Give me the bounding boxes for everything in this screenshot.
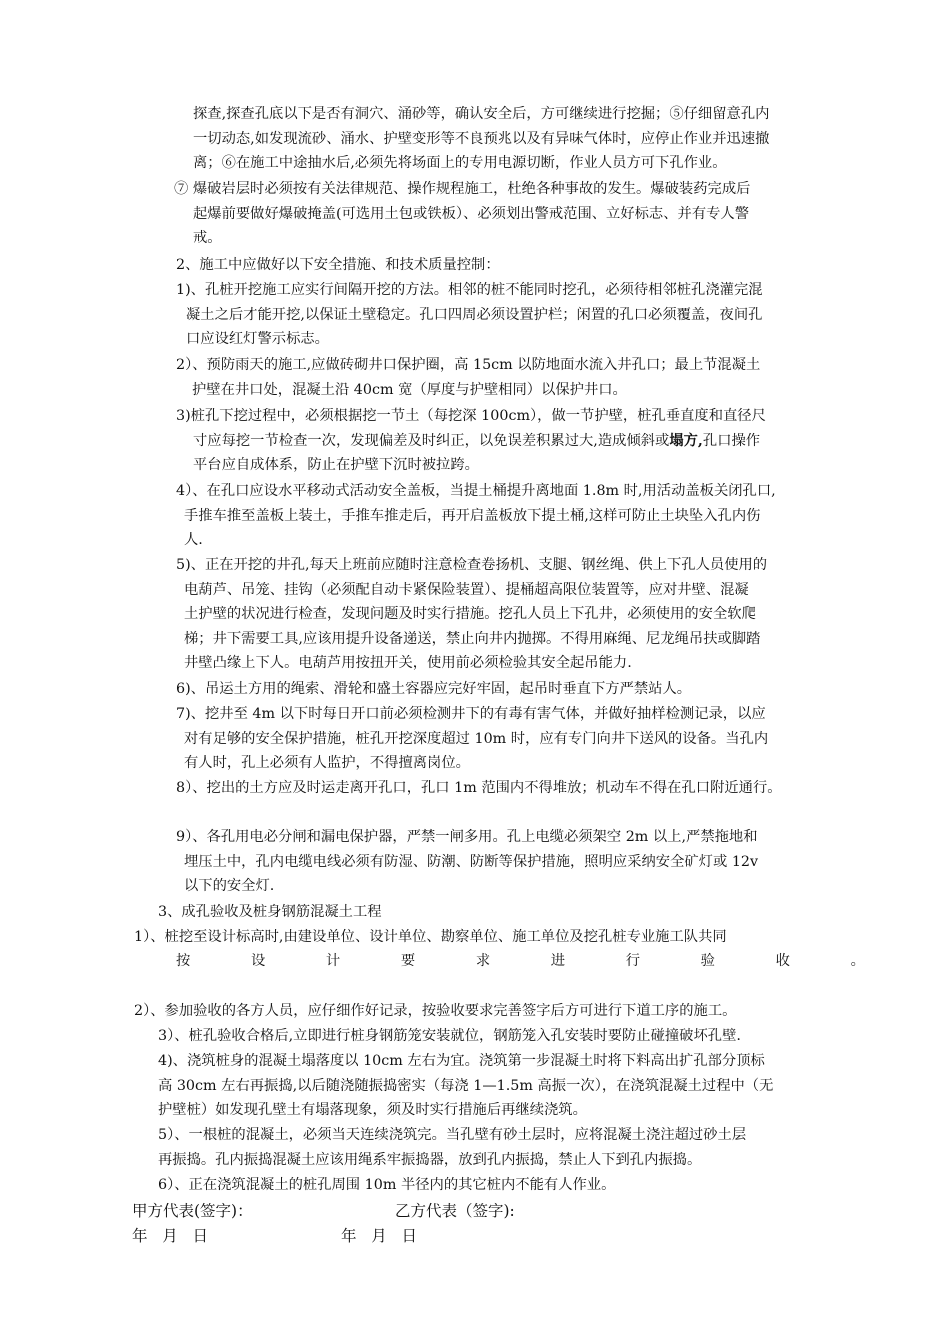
text-line: 5)、正在开挖的井孔,每天上班前应随时注意检查卷扬机、支腿、钢丝绳、供上下孔人员使用的: [176, 557, 768, 573]
text-line: 以下的安全灯.: [184, 878, 275, 894]
item-2-4: [176, 479, 776, 553]
text-line: 高 30cm 左右再振捣,以后随浇随振捣密实（每浇 1—1.5m 高振一次），在浇筑混凝土过程中（无: [158, 1077, 774, 1094]
item-3-1-spread-line: [176, 949, 865, 974]
text-segment: 孔口操作: [702, 432, 761, 449]
item-3-4: [158, 1049, 773, 1123]
text-line: 护壁在井口处，混凝土沿 40cm 宽（厚度与护壁相同）以保护井口。: [192, 381, 627, 398]
paragraph-inspection-continued: [193, 102, 769, 176]
spread-char: 。: [850, 953, 865, 969]
text-line: 离；⑥在施工中途抽水后,必须先将场面上的专用电源切断，作业人员方可下孔作业。: [193, 155, 727, 171]
item-3-5: [158, 1123, 746, 1172]
item-3-2: [134, 999, 736, 1024]
text-line: 井壁凸缘上下人。电葫芦用按扭开关，使用前必须检验其安全起吊能力.: [184, 655, 632, 671]
item-3-3: [158, 1024, 741, 1049]
text-line: 9）、各孔用电必分闸和漏电保护器，严禁一闸多用。孔上电缆必须架空 2m 以上,严禁拖地和: [176, 829, 758, 845]
item-3-1: [134, 925, 727, 950]
item-2-6: [176, 677, 691, 702]
section-heading-2: [176, 253, 500, 278]
text-line: 土护壁的状况进行检查，发现问题及时实行措施。挖孔人员上下孔井，必须使用的安全软爬: [184, 606, 756, 622]
item-2-8: [176, 776, 782, 801]
item-3-6: [158, 1173, 615, 1198]
spread-char: 计: [325, 953, 341, 969]
spread-char: 收: [775, 953, 790, 969]
text-line: 电葫芦、吊笼、挂钩（必须配自动卡紧保险装置）、提桶超高限位装置等，应对井壁、混凝: [184, 581, 749, 598]
text-line: 5）、一根桩的混凝土，必须当天连续浇筑完。当孔壁有砂土层时，应将混凝土浇注超过砂土层: [158, 1127, 747, 1143]
text-line: 3)桩孔下挖过程中，必须根据挖一节土（每挖深 100cm），做一节护壁，桩孔垂直度和直径尺: [176, 408, 766, 424]
text-line: 4）、在孔口应设水平移动式活动安全盖板，当提土桶提升离地面 1.8m 时,用活动盖板关闭孔口,: [176, 483, 776, 499]
text-line: 1）、桩挖至设计标高时,由建设单位、设计单位、勘察单位、施工单位及挖孔桩专业施工队共同: [134, 929, 727, 945]
text-line: 6)、吊运土方用的绳索、滑轮和盛土容器应完好牢固，起吊时垂直下方严禁站人。: [176, 681, 692, 697]
text-line: 探查,探查孔底以下是否有洞穴、涌砂等，确认安全后，方可继续进行挖掘；⑤仔细留意孔内: [193, 106, 770, 122]
item-2-1: [176, 278, 763, 352]
text-line: 手推车推至盖板上装土，手推车推走后，再开启盖板放下提土桶,这样可防止土块坠入孔内伤: [184, 507, 761, 524]
item-2-2: [176, 353, 760, 402]
spread-char: 按: [176, 953, 191, 969]
text-line: 2）、预防雨天的施工,应做砖砌井口保护圈，高 15cm 以防地面水流入井孔口；最上节混凝土: [176, 357, 761, 373]
text-line: 1)、孔桩开挖施工应实行间隔开挖的方法。相邻的桩不能同时挖孔，必须待相邻桩孔浇灌完混: [176, 282, 763, 298]
spread-char: 进: [550, 953, 566, 969]
item-2-9: [176, 825, 758, 899]
spread-char: 要: [400, 953, 416, 969]
text-line: 一切动态,如发现流砂、涌水、护壁变形等不良预兆以及有异味气体时，应停止作业并迅速撤: [193, 130, 770, 147]
section-heading-3: [158, 900, 382, 925]
text-segment: 寸应每挖一节检查一次，发现偏差及时纠正，以免误差积累过大,造成倾斜或: [193, 432, 670, 449]
text-line: 再振捣。孔内振捣混凝土应该用绳系牢振捣器，放到孔内振捣，禁止人下到孔内振捣。: [158, 1151, 702, 1168]
text-line: 4)、浇筑桩身的混凝土塌落度以 10cm 左右为宜。浇筑第一步混凝土时将下料高出扩孔部分顶标: [158, 1053, 765, 1069]
text-line: 埋压土中，孔内电缆电线必须有防湿、防潮、防断等保护措施，照明应采纳安全矿灯或 12v: [184, 853, 759, 870]
text-line: 8）、挖出的土方应及时运走离开孔口，孔口 1m 范围内不得堆放；机动车不得在孔口附近通行。: [176, 780, 782, 796]
spread-char: 验: [700, 953, 715, 969]
text-line: ⑦ 爆破岩层时必须按有关法律规范、操作规程施工，杜绝各种事故的发生。爆破装药完成后: [174, 181, 751, 197]
item-2-7: [176, 702, 768, 776]
text-line: 人.: [184, 532, 203, 548]
spread-char: 设: [250, 953, 266, 969]
text-line: 戒。: [193, 230, 222, 246]
item-2-5: [176, 553, 767, 676]
text-line: 有人时，孔上必须有人监护，不得擅离岗位。: [184, 755, 470, 771]
text-line: 护壁桩）如发现孔壁土有塌落现象，须及时实行措施后再继续浇筑。: [158, 1102, 587, 1118]
text-line: 平台应自成体系，防止在护壁下沉时被拉跨。: [193, 457, 479, 473]
party-a-signature-label: 甲方代表(签字)：: [132, 1202, 253, 1220]
text-line: 凝土之后才能开挖,以保证土壁稳定。孔口四周必须设置护栏；闲置的孔口必须覆盖，夜间孔: [186, 306, 763, 323]
text-line: 口应设红灯警示标志。: [186, 331, 329, 347]
text-line: 7)、挖井至 4m 以下时每日开口前必须检测井下的有毒有害气体，并做好抽样检测记录，以应: [176, 706, 766, 722]
text-line: [176, 429, 766, 454]
text-line: 2）、参加验收的各方人员，应仔细作好记录，按验收要求完善签字后方可进行下道工序的施工。: [134, 1003, 737, 1019]
text-line: 梯；井下需要工具,应该用提升设备递送，禁止向井内抛掷。不得用麻绳、尼龙绳吊扶或脚踏: [184, 630, 761, 647]
bold-term: 塌方,: [669, 432, 703, 449]
heading-text: 2、施工中应做好以下安全措施、和技术质量控制：: [176, 257, 500, 273]
heading-text: 3、成孔验收及桩身钢筋混凝土工程: [158, 904, 382, 920]
spread-char: 行: [625, 953, 641, 969]
item-2-3: [176, 404, 766, 478]
text-line: 起爆前要做好爆破掩盖(可选用土包或铁板）、必须划出警戒范围、立好标志、并有专人警: [193, 205, 750, 222]
text-line: 6）、正在浇筑混凝土的桩孔周围 10m 半径内的其它桩内不能有人作业。: [158, 1177, 616, 1193]
text-line: 对有足够的安全保护措施，桩孔开挖深度超过 10m 时，应有专门向井下送风的设备。当孔内: [184, 730, 769, 747]
paragraph-blasting: [174, 177, 750, 251]
party-b-signature-label: 乙方代表（签字):: [395, 1202, 515, 1220]
party-a-date-label: 年 月 日: [132, 1227, 209, 1245]
spread-char: 求: [475, 953, 491, 969]
party-b-date-label: 年 月 日: [341, 1227, 418, 1245]
text-line: 3）、桩孔验收合格后,立即进行桩身钢筋笼安装就位，钢筋笼入孔安装时要防止碰撞破坏孔壁.: [158, 1028, 741, 1044]
